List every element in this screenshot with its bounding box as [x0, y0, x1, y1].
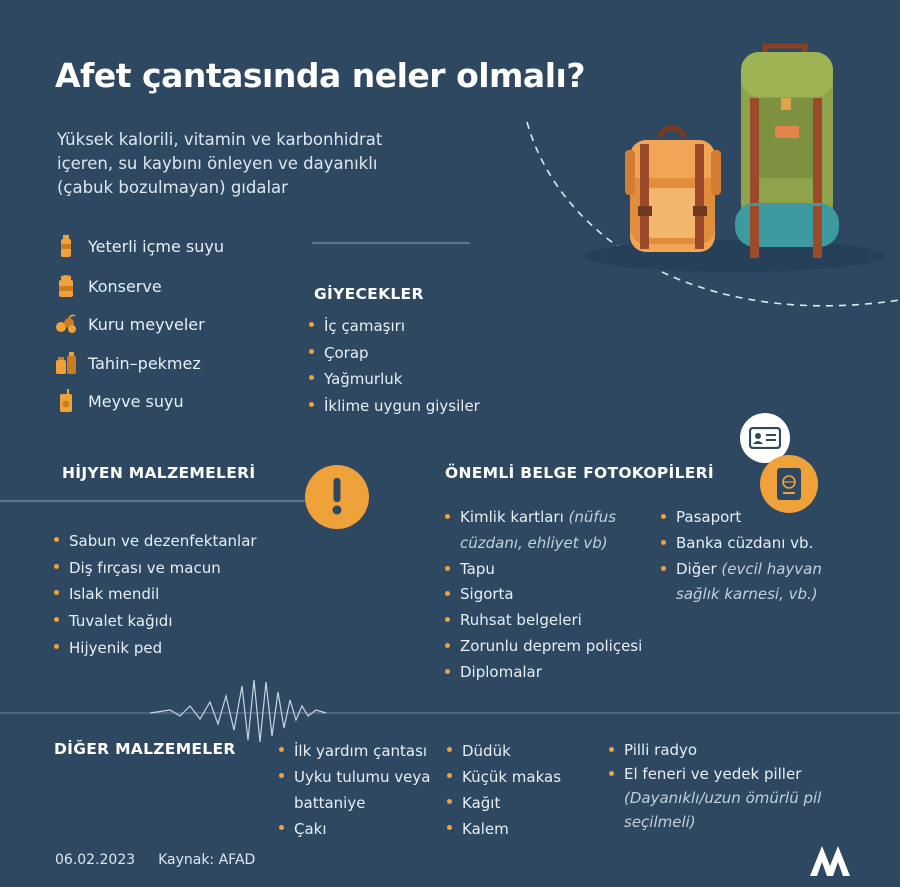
footer [55, 852, 255, 868]
other-list-2 [447, 738, 561, 842]
food-item-juice [55, 388, 184, 414]
list-item: Pasaport [661, 505, 822, 531]
dried-fruit-icon [55, 312, 77, 336]
intro-text: Yüksek kalorili, vitamin ve karbonhidrat içeren, su kaybını önleyen ve dayanıklı (çabuk bozulmayan) gıdalar [57, 130, 383, 197]
other-list-3 [609, 738, 821, 834]
other-list-1 [279, 738, 430, 842]
hygiene-list [54, 528, 257, 662]
food-item-canned [55, 273, 162, 299]
water-bottle-icon [55, 234, 77, 258]
list-item: Yağmurluk [309, 366, 480, 393]
list-item: Pilli radyo [609, 738, 821, 762]
food-item-label: Kuru meyveler [88, 314, 205, 334]
list-item: Çakı [279, 816, 430, 842]
list-item: Ruhsat belgeleri [445, 608, 642, 634]
list-item: Kimlik kartları (nüfus cüzdanı, ehliyet vb) [445, 505, 642, 557]
juice-box-icon [55, 389, 77, 413]
footer-date: 06.02.2023 [55, 852, 136, 868]
food-item-water [55, 233, 224, 259]
clothing-title: GİYECEKLER [314, 285, 424, 303]
page-title: Afet çantasında neler olmalı? [55, 56, 585, 95]
list-item: Kağıt [447, 790, 561, 816]
list-item: Islak mendil [54, 581, 257, 608]
documents-list-2 [661, 505, 822, 608]
list-item: Diplomalar [445, 660, 642, 686]
canned-food-icon [55, 274, 77, 298]
list-item: İç çamaşırı [309, 313, 480, 340]
list-item: Tapu [445, 557, 642, 583]
documents-title: ÖNEMLİ BELGE FOTOKOPİLERİ [445, 464, 714, 482]
food-item-tahini [55, 350, 201, 376]
list-item: Sigorta [445, 582, 642, 608]
list-item: Diğer (evcil hayvan sağlık karnesi, vb.) [661, 557, 822, 609]
list-item: Banka cüzdanı vb. [661, 531, 822, 557]
list-item: Düdük [447, 738, 561, 764]
large-backpack-icon [735, 46, 839, 258]
list-item: İklime uygun giysiler [309, 393, 480, 420]
list-item: Sabun ve dezenfektanlar [54, 528, 257, 555]
food-item-label: Yeterli içme suyu [88, 236, 225, 256]
list-item: El feneri ve yedek piller (Dayanıklı/uzun ömürlü pil seçilmeli) [609, 762, 821, 834]
small-backpack-icon [625, 128, 721, 252]
food-item-label: Konserve [88, 276, 162, 296]
list-item: Tuvalet kağıdı [54, 608, 257, 635]
warning-icon [305, 465, 369, 529]
list-item: Küçük makas [447, 764, 561, 790]
tahini-molasses-icon [55, 351, 77, 375]
footer-source: Kaynak: AFAD [158, 852, 256, 868]
clothing-list [309, 313, 480, 419]
food-item-label: Meyve suyu [88, 391, 184, 411]
list-item: Çorap [309, 340, 480, 367]
aa-logo-icon [808, 842, 852, 878]
list-item: Kalem [447, 816, 561, 842]
food-item-dried-fruit [55, 311, 205, 337]
other-title: DİĞER MALZEMELER [54, 740, 236, 758]
list-item: Diş fırçası ve macun [54, 555, 257, 582]
list-item: İlk yardım çantası [279, 738, 430, 764]
list-item: Zorunlu deprem poliçesi [445, 634, 642, 660]
backpacks-illustration [615, 38, 845, 263]
list-item: Hijyenik ped [54, 635, 257, 662]
documents-list-1 [445, 505, 642, 686]
hygiene-title: HİJYEN MALZEMELERİ [62, 464, 256, 482]
list-item: Uyku tulumu veya battaniye [279, 764, 430, 816]
food-item-label: Tahin–pekmez [88, 353, 201, 373]
seismograph-wave [150, 680, 326, 742]
